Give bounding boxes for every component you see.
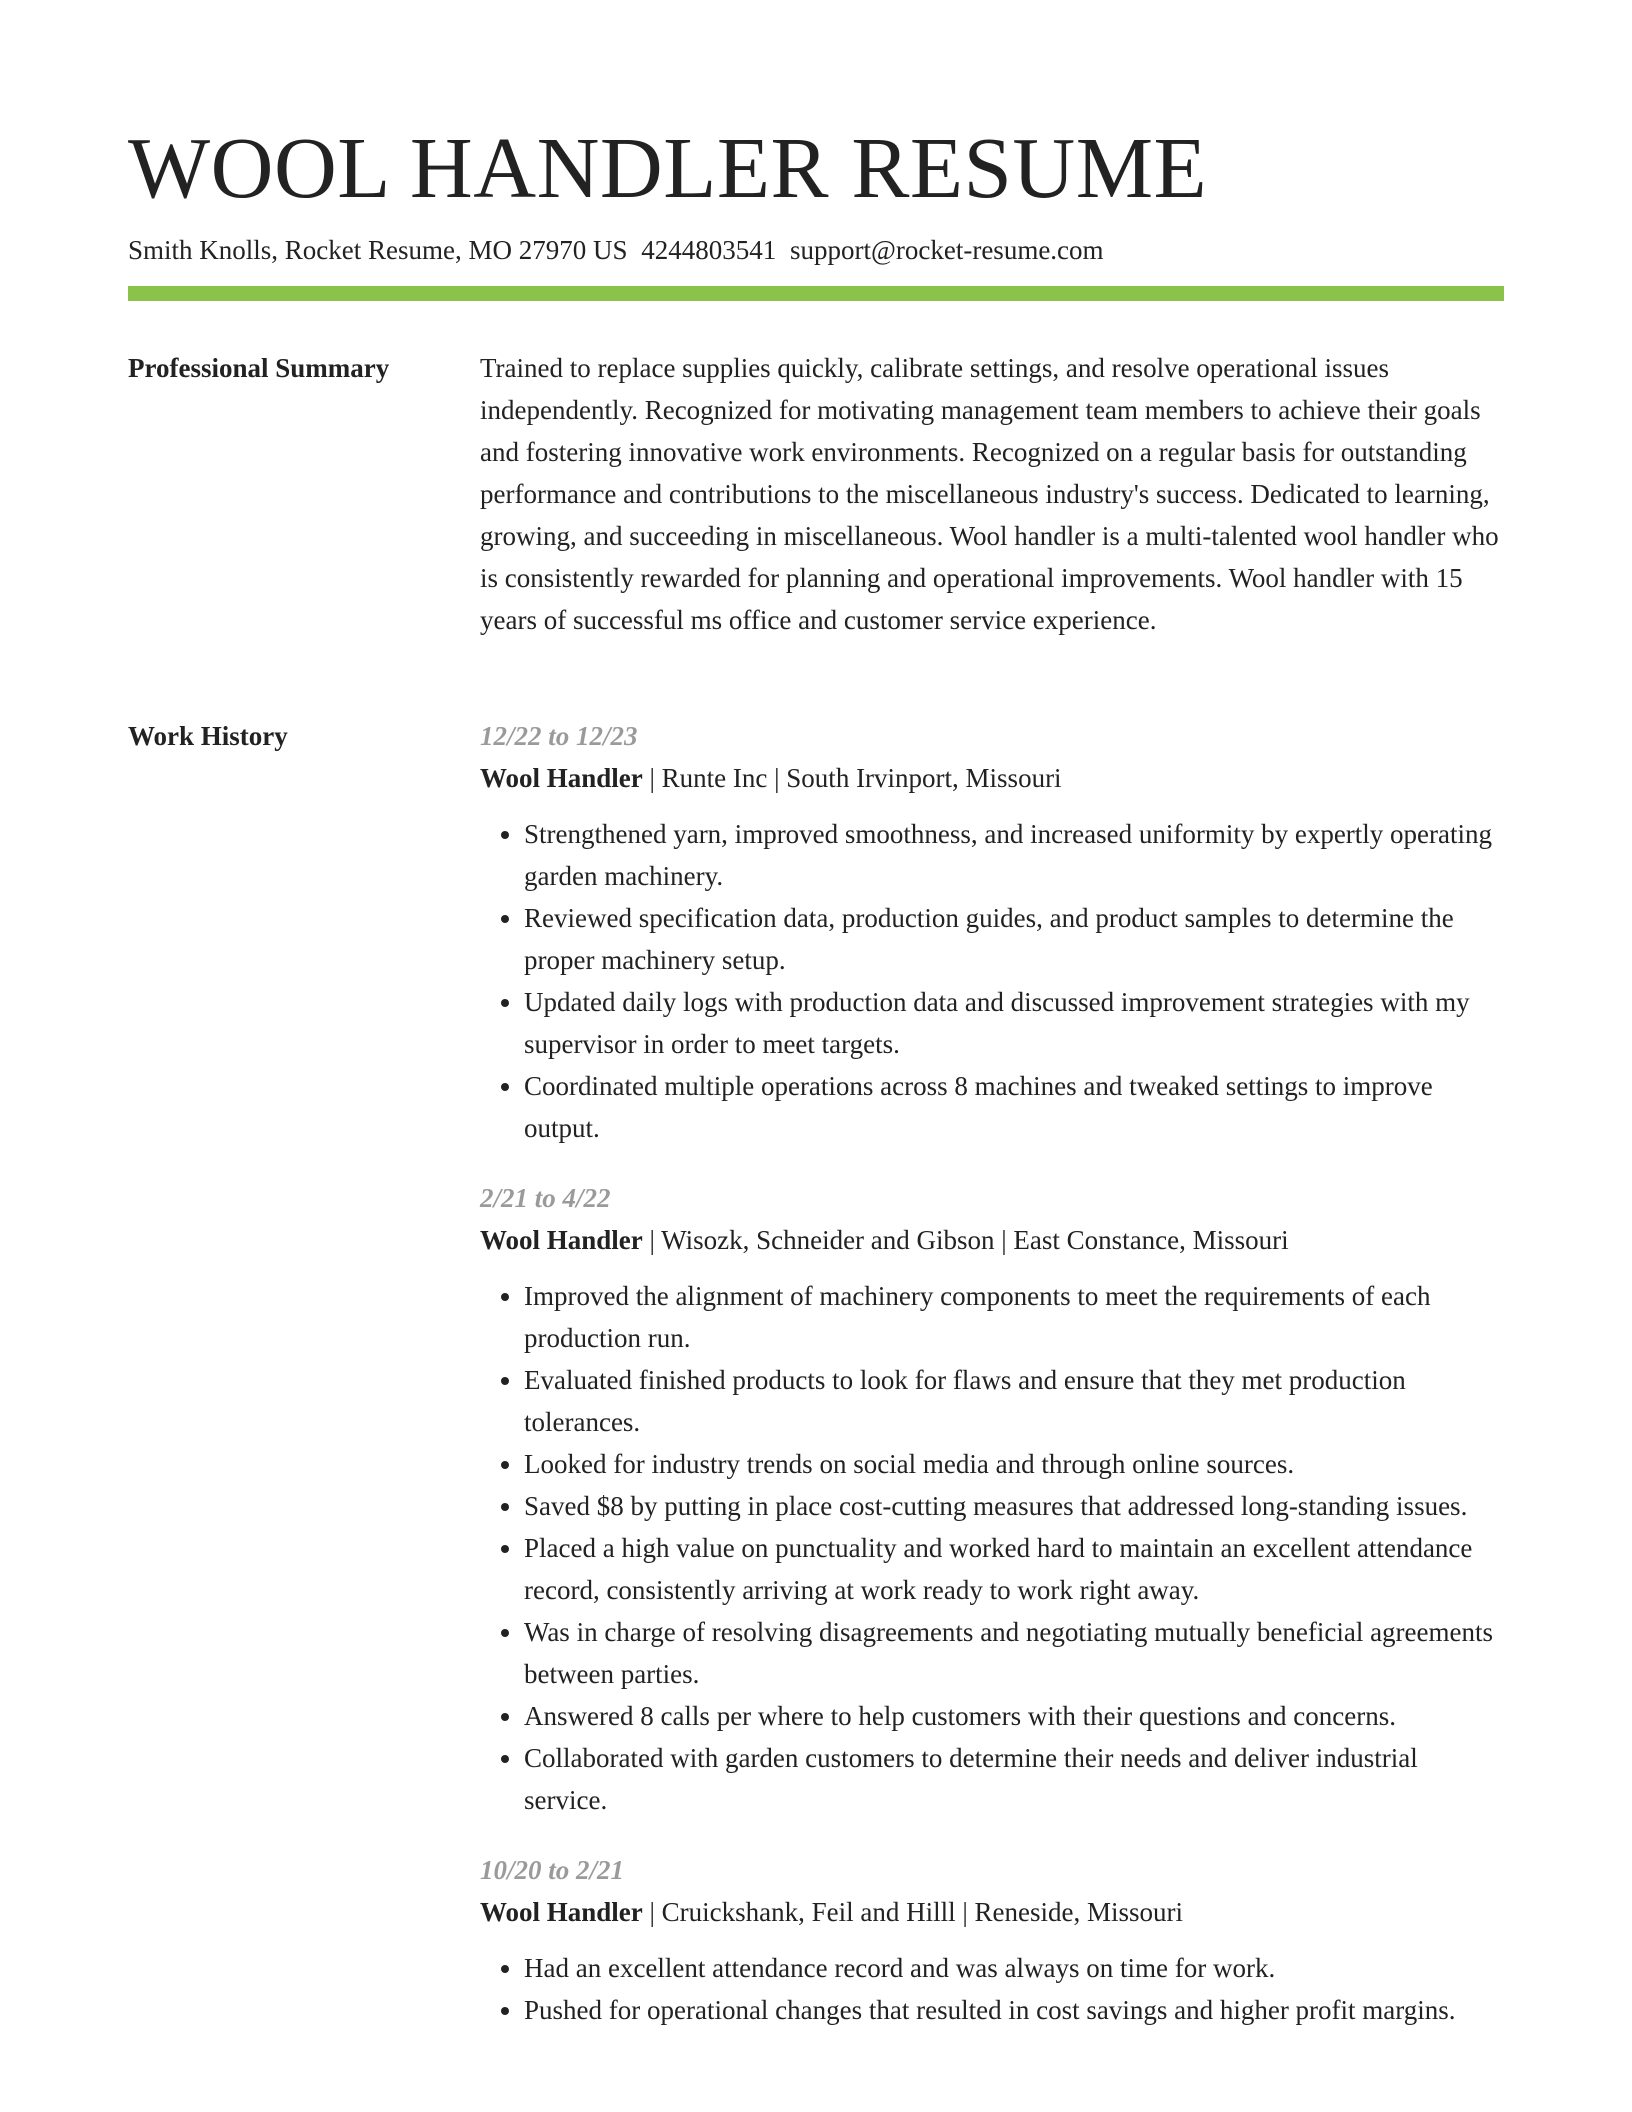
- job-bullet: • Updated daily logs with production data and discussed improvement strategies with my supervisor in order to meet targets.: [524, 981, 1504, 1065]
- job-entry: [480, 1177, 1504, 1821]
- job-bullet: • Reviewed specification data, production guides, and product samples to determine the proper machinery setup.: [524, 897, 1504, 981]
- summary-body: [480, 347, 1504, 641]
- contact-line: [128, 230, 1104, 270]
- job-bullet: • Answered 8 calls per where to help customers with their questions and concerns.: [524, 1695, 1504, 1737]
- job-details: | Runte Inc | South Irvinport, Missouri: [642, 763, 1062, 793]
- job-bullet: • Pushed for operational changes that resulted in cost savings and higher profit margins.: [524, 1989, 1504, 2031]
- job-entry: [480, 1849, 1504, 2031]
- job-bullet-list: [480, 1947, 1504, 2031]
- job-title: Wool Handler: [480, 1897, 643, 1927]
- contact-address: Smith Knolls, Rocket Resume, MO 27970 US: [128, 235, 628, 265]
- section-label-work: Work History: [128, 721, 288, 751]
- job-bullet-list: [480, 813, 1504, 1149]
- job-dates: 10/20 to 2/21: [480, 1855, 625, 1885]
- job-bullet-list: [480, 1275, 1504, 1821]
- job-bullet: • Was in charge of resolving disagreements and negotiating mutually beneficial agreements between parties.: [524, 1611, 1504, 1695]
- job-heading: [480, 1891, 1504, 1933]
- job-bullet: • Improved the alignment of machinery components to meet the requirements of each production run.: [524, 1275, 1504, 1359]
- resume-title: WOOL HANDLER RESUME: [128, 119, 1208, 216]
- job-dates: 12/22 to 12/23: [480, 721, 638, 751]
- contact-email: support@rocket-resume.com: [790, 235, 1104, 265]
- job-bullet: • Placed a high value on punctuality and worked hard to maintain an excellent attendance record, consistently arriving at work ready to work right away.: [524, 1527, 1504, 1611]
- job-title: Wool Handler: [480, 1225, 643, 1255]
- job-heading: [480, 757, 1504, 799]
- job-bullet: • Evaluated finished products to look for flaws and ensure that they met production tolerances.: [524, 1359, 1504, 1443]
- job-entry: [480, 715, 1504, 1149]
- summary-text: Trained to replace supplies quickly, calibrate settings, and resolve operational issues independently. Recognized for motivating management team members to achieve their goals and fostering innovative work environments. Recognized on a regular basis for outstanding performance and contributions to the miscellaneous industry's success. Dedicated to learning, growing, and succeeding in miscellaneous. Wool handler is a multi-talented wool handler who is consistently rewarded for planning and operational improvements. Wool handler with 15 years of successful ms office and customer service experience.: [480, 353, 1499, 635]
- job-bullet: • Saved $8 by putting in place cost-cutting measures that addressed long-standing issues.: [524, 1485, 1504, 1527]
- job-dates: 2/21 to 4/22: [480, 1183, 611, 1213]
- job-details: | Wisozk, Schneider and Gibson | East Constance, Missouri: [642, 1225, 1289, 1255]
- job-details: | Cruickshank, Feil and Hilll | Reneside, Missouri: [642, 1897, 1184, 1927]
- contact-phone: 4244803541: [641, 235, 777, 265]
- job-bullet: • Had an excellent attendance record and was always on time for work.: [524, 1947, 1504, 1989]
- work-body: [480, 715, 1504, 2059]
- job-bullet: • Collaborated with garden customers to determine their needs and deliver industrial service.: [524, 1737, 1504, 1821]
- header-divider: [128, 286, 1504, 301]
- section-label-summary: Professional Summary: [128, 353, 390, 383]
- job-bullet: • Coordinated multiple operations across 8 machines and tweaked settings to improve output.: [524, 1065, 1504, 1149]
- job-title: Wool Handler: [480, 763, 643, 793]
- job-heading: [480, 1219, 1504, 1261]
- job-bullet: • Strengthened yarn, improved smoothness, and increased uniformity by expertly operating garden machinery.: [524, 813, 1504, 897]
- job-bullet: • Looked for industry trends on social media and through online sources.: [524, 1443, 1504, 1485]
